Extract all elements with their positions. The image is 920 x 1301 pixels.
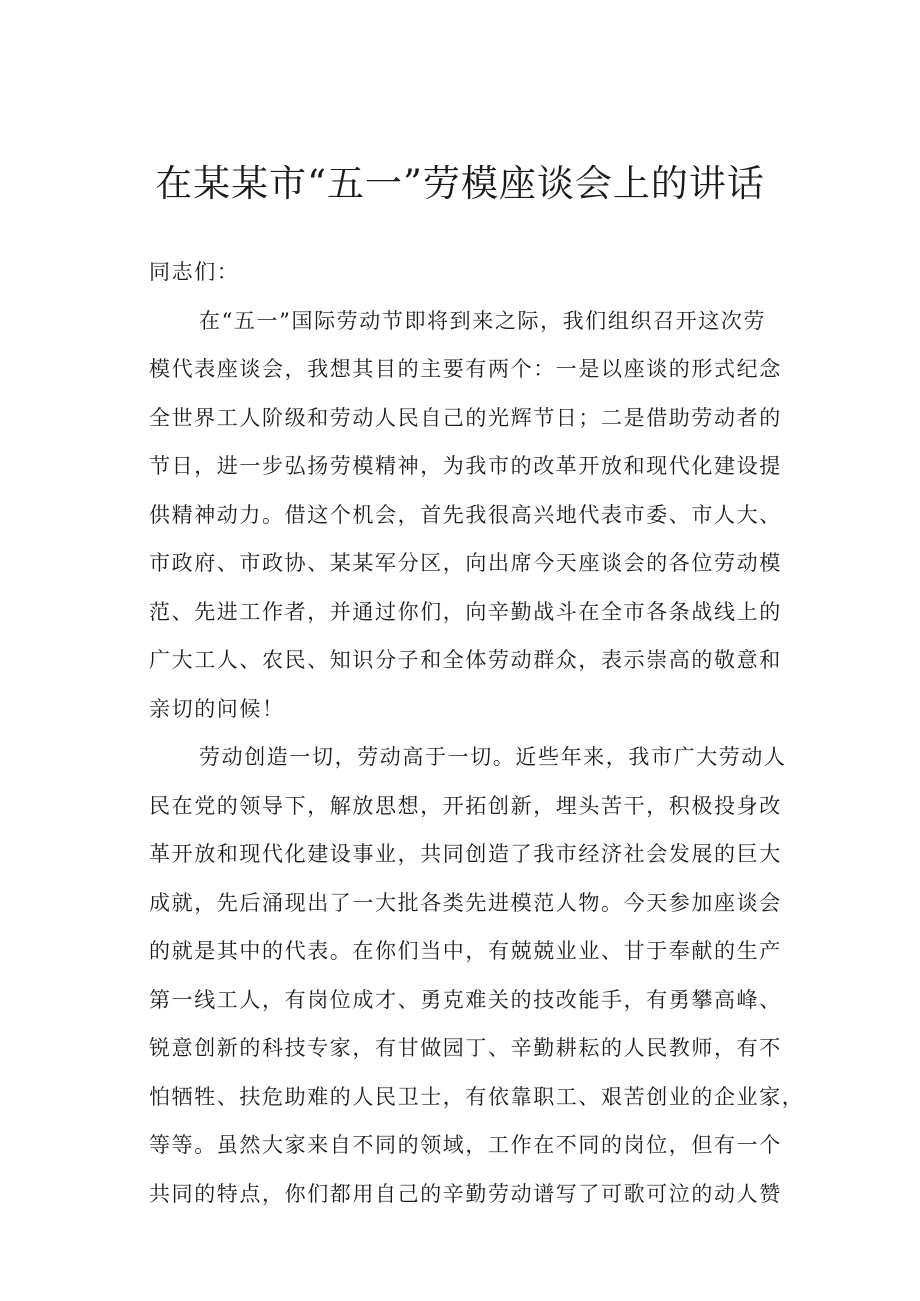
paragraph-line: 劳动创造一切，劳动高于一切。近些年来，我市广大劳动人: [199, 745, 787, 769]
paragraph-line: 革开放和现代化建设事业，共同创造了我市经济社会发展的巨大: [149, 842, 782, 866]
paragraph-line: 在“五一”国际劳动节即将到来之际，我们组织召开这次劳: [199, 308, 767, 333]
paragraph-2: [149, 733, 809, 1218]
paragraph-line: 范、先进工作者，并通过你们，向辛勤战斗在全市各条战线上的: [149, 599, 782, 624]
paragraph-line: 亲切的问候！: [149, 696, 285, 721]
paragraph-line: 节日，进一步弘扬劳模精神，为我市的改革开放和现代化建设提: [149, 454, 782, 478]
document-title: 在某某市“五一”劳模座谈会上的讲话: [155, 162, 765, 205]
paragraph-line: 成就，先后涌现出了一大批各类先进模范人物。今天参加座谈会: [149, 890, 782, 915]
paragraph-line: 民在党的领导下，解放思想，开拓创新，埋头苦干，积极投身改: [149, 793, 782, 818]
paragraph-line: 广大工人、农民、知识分子和全体劳动群众，表示崇高的敬意和: [149, 648, 782, 672]
paragraph-line: 供精神动力。借这个机会，首先我很高兴地代表市委、市人大、: [149, 502, 782, 527]
paragraph-line: 市政府、市政协、某某军分区，向出席今天座谈会的各位劳动模: [149, 551, 782, 575]
paragraph-1: [149, 297, 809, 734]
document-body: [149, 248, 809, 1218]
paragraph-line: 全世界工人阶级和劳动人民自己的光辉节日；二是借助劳动者的: [149, 405, 782, 430]
salutation: 同志们：: [149, 260, 240, 284]
paragraph-line: 的就是其中的代表。在你们当中，有兢兢业业、甘于奉献的生产: [149, 939, 782, 963]
paragraph-line: 怕牺牲、扶危助难的人民卫士，有依靠职工、艰苦创业的企业家，: [149, 1084, 805, 1109]
paragraph-line: 等等。虽然大家来自不同的领域，工作在不同的岗位，但有一个: [149, 1133, 782, 1157]
paragraph-line: 模代表座谈会，我想其目的主要有两个：一是以座谈的形式纪念: [149, 357, 782, 381]
paragraph-line: 锐意创新的科技专家，有甘做园丁、辛勤耕耘的人民教师，有不: [149, 1036, 782, 1060]
paragraph-line: 第一线工人，有岗位成才、勇克难关的技改能手，有勇攀高峰、: [149, 987, 782, 1012]
paragraph-line: 共同的特点，你们都用自己的辛勤劳动谱写了可歌可泣的动人赞: [149, 1181, 782, 1206]
